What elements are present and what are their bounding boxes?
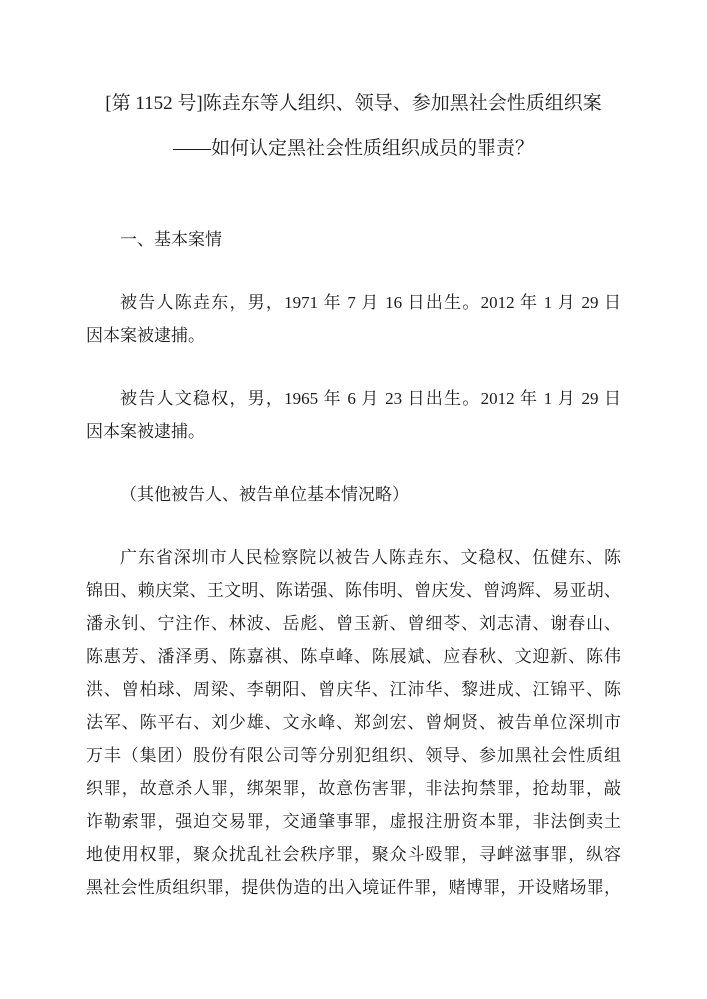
text-line: 潘永钊、宁注作、林波、岳彪、曾玉新、曾细苓、刘志清、谢春山、 (86, 614, 621, 633)
text-line: 被告人陈垚东，男，1971 年 7 月 16 日出生。2012 年 1 月 29 日 (120, 293, 621, 312)
text-line: 诈勒索罪，强迫交易罪，交通肇事罪，虚报注册资本罪，非法倒卖土 (86, 812, 621, 831)
text-line: 法军、陈平右、刘少雄、文永峰、郑剑宏、曾炯贤、被告单位深圳市 (86, 713, 621, 732)
text-line: 因本案被逮捕。 (86, 422, 205, 441)
document-title-line-1: [第 1152 号]陈垚东等人组织、领导、参加黑社会性质组织案 (105, 93, 602, 114)
text-line: 陈惠芳、潘泽勇、陈嘉祺、陈卓峰、陈展斌、应春秋、文迎新、陈伟 (86, 647, 621, 666)
section-heading: 一、基本案情 (120, 230, 222, 249)
text-line: 锦田、赖庆棠、王文明、陈诺强、陈伟明、曾庆发、曾鸿辉、易亚胡、 (86, 581, 621, 600)
text-line: 洪、曾柏球、周梁、李朝阳、曾庆华、江沛华、黎进成、江锦平、陈 (86, 680, 621, 699)
paragraph (86, 478, 621, 511)
text-line: 万丰（集团）股份有限公司等分别犯组织、领导、参加黑社会性质组 (86, 746, 621, 765)
text-line: 织罪，故意杀人罪，绑架罪，故意伤害罪，非法拘禁罪，抢劫罪，敲 (86, 779, 621, 798)
paragraph (86, 382, 621, 448)
document-title (86, 90, 621, 163)
text-line: 广东省深圳市人民检察院以被告人陈垚东、文稳权、伍健东、陈 (120, 548, 621, 567)
text-line: 地使用权罪，聚众扰乱社会秩序罪，聚众斗殴罪，寻衅滋事罪，纵容 (86, 845, 621, 864)
document-body (86, 286, 621, 904)
paragraph (86, 286, 621, 352)
text-line: （其他被告人、被告单位基本情况略） (120, 485, 409, 504)
document-title-line-2: ——如何认定黑社会性质组织成员的罪责？ (172, 138, 534, 159)
paragraph (86, 541, 621, 904)
text-line: 被告人文稳权，男，1965 年 6 月 23 日出生。2012 年 1 月 29 日 (120, 389, 621, 408)
text-line: 因本案被逮捕。 (86, 326, 205, 345)
text-line: 黑社会性质组织罪，提供伪造的出入境证件罪，赌博罪，开设赌场罪， (86, 878, 621, 897)
